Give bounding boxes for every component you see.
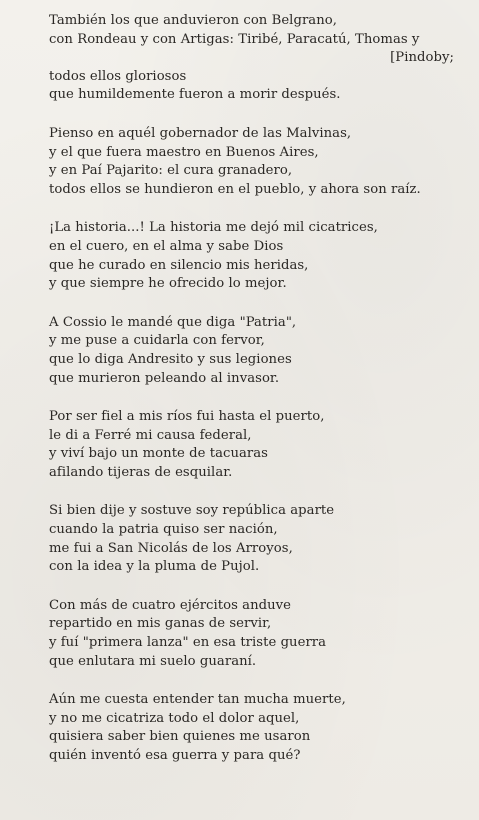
- poem-line: y no me cicatriza todo el dolor aquel,: [49, 710, 300, 726]
- poem-line: que murieron peleando al invasor.: [49, 370, 280, 386]
- poem-line: me fui a San Nicolás de los Arroyos,: [49, 540, 293, 556]
- poem-line: que humildemente fueron a morir después.: [49, 87, 341, 103]
- stanza-8: [49, 691, 454, 765]
- poem-line: con la idea y la pluma de Pujol.: [49, 559, 260, 575]
- poem-line: Pienso en aquél gobernador de las Malvinas,: [49, 125, 352, 141]
- poem-line: quisiera saber bien quienes me usaron: [49, 729, 311, 745]
- poem-line: que he curado en silencio mis heridas,: [49, 257, 309, 273]
- poem-line: Si bien dije y sostuve soy república aparte: [49, 503, 335, 519]
- poem-line: afilando tijeras de esquilar.: [49, 464, 233, 480]
- poem-line: y viví bajo un monte de tacuaras: [49, 446, 268, 462]
- stanza-4: [49, 314, 454, 388]
- poem-line: y que siempre he ofrecido lo mejor.: [49, 276, 287, 292]
- stanza-5: [49, 408, 454, 482]
- poem-text: [49, 12, 454, 766]
- poem-line: en el cuero, en el alma y sabe Dios: [49, 238, 284, 254]
- poem-line: y el que fuera maestro en Buenos Aires,: [49, 144, 319, 160]
- poem-line: y en Paí Pajarito: el cura granadero,: [49, 163, 293, 179]
- poem-line-continuation: [Pindoby;: [390, 50, 454, 66]
- poem-line: todos ellos gloriosos: [49, 68, 187, 84]
- stanza-3: [49, 219, 454, 293]
- poem-line: le di a Ferré mi causa federal,: [49, 427, 252, 443]
- poem-line: cuando la patria quiso ser nación,: [49, 522, 278, 538]
- stanza-6: [49, 502, 454, 576]
- poem-line: que lo diga Andresito y sus legiones: [49, 351, 292, 367]
- poem-line: que enlutara mi suelo guaraní.: [49, 653, 257, 669]
- stanza-2: [49, 125, 454, 199]
- poem-line: Con más de cuatro ejércitos anduve: [49, 597, 292, 613]
- poem-line: y me puse a cuidarla con fervor,: [49, 333, 265, 349]
- poem-line: y fuí "primera lanza" en esa triste guerra: [49, 635, 327, 651]
- poem-line: con Rondeau y con Artigas: Tiribé, Paracatú, Thomas y: [49, 31, 420, 47]
- stanza-1: [49, 12, 454, 105]
- poem-line: Por ser fiel a mis ríos fui hasta el puerto,: [49, 409, 325, 425]
- poem-line: También los que anduvieron con Belgrano,: [49, 13, 337, 28]
- poem-line: A Cossio le mandé que diga "Patria",: [49, 314, 297, 330]
- poem-line: todos ellos se hundieron en el pueblo, y ahora son raíz.: [49, 181, 421, 197]
- poem-line: ¡La historia...! La historia me dejó mil cicatrices,: [49, 220, 378, 236]
- poem-line: quién inventó esa guerra y para qué?: [49, 748, 301, 763]
- poem-line: Aún me cuesta entender tan mucha muerte,: [49, 692, 346, 708]
- stanza-7: [49, 597, 454, 671]
- poem-line: repartido en mis ganas de servir,: [49, 616, 272, 632]
